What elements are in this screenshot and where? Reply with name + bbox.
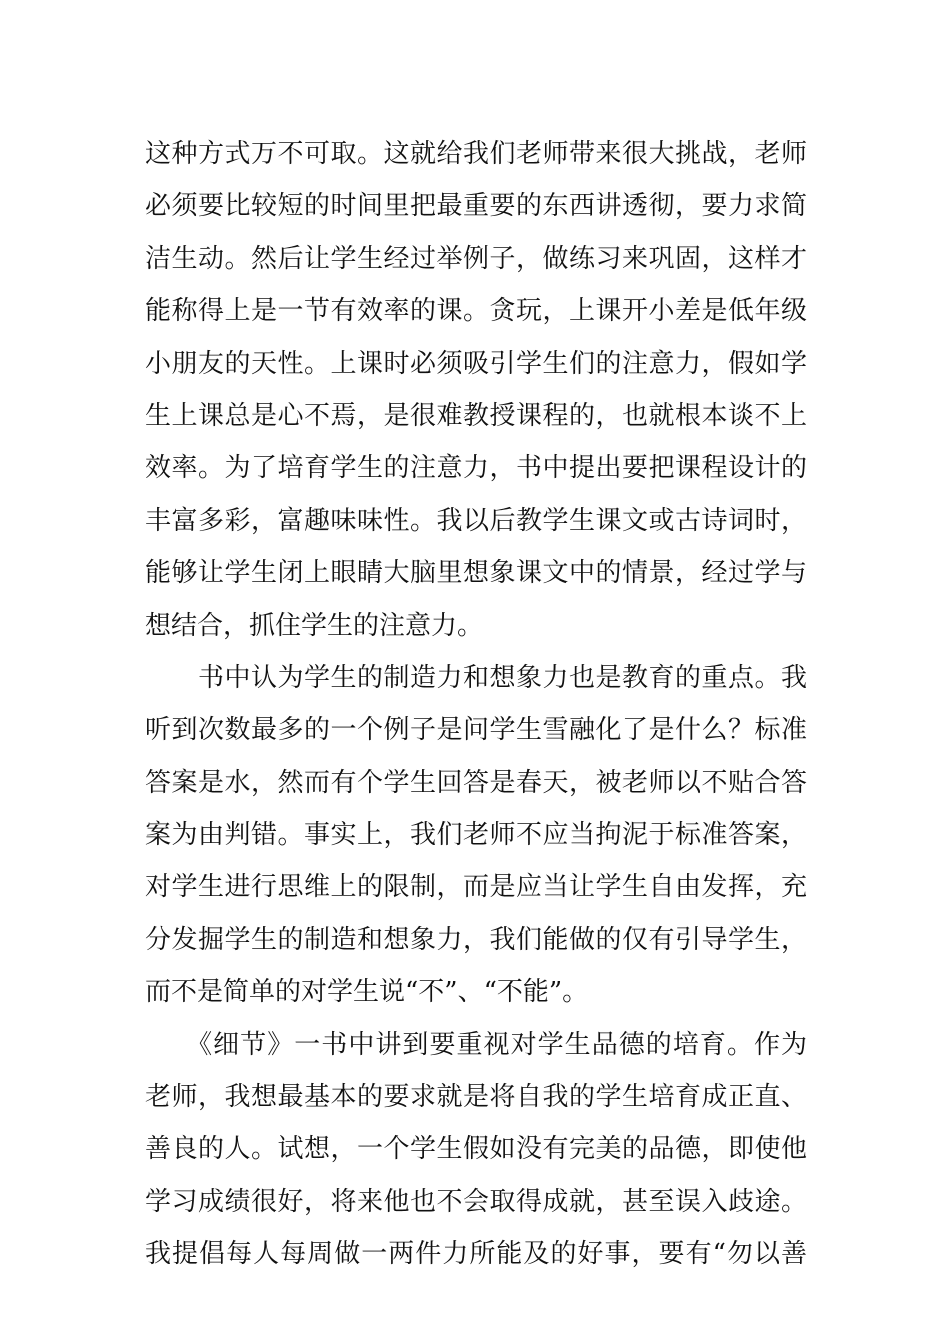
text-line: 学习成绩很好，将来他也不会取得成就，甚至误入歧途。: [145, 1186, 807, 1217]
text-line: 书中认为学生的制造力和想象力也是教育的重点。我: [145, 662, 807, 693]
text-line: 洁生动。然后让学生经过举例子，做练习来巩固，这样才: [145, 243, 807, 274]
text-line: 这种方式万不可取。这就给我们老师带来很大挑战，老师: [145, 139, 807, 169]
text-line: 丰富多彩，富趣味味性。我以后教学生课文或古诗词时，: [145, 505, 807, 536]
text-line: 我提倡每人每周做一两件力所能及的好事，要有“勿以善: [145, 1239, 807, 1270]
text-line: 必须要比较短的时间里把最重要的东西讲透彻，要力求简: [145, 191, 807, 222]
text-line: 案为由判错。事实上，我们老师不应当拘泥于标准答案，: [145, 820, 807, 851]
text-line: 想结合，抓住学生的注意力。: [145, 610, 484, 641]
text-line: 对学生进行思维上的限制，而是应当让学生自由发挥，充: [145, 872, 807, 903]
text-line: 善良的人。试想，一个学生假如没有完美的品德，即使他: [145, 1134, 807, 1165]
text-line: 而不是简单的对学生说“不”、“不能”。: [145, 977, 589, 1008]
text-line: 分发掘学生的制造和想象力，我们能做的仅有引导学生，: [145, 924, 807, 955]
text-line: 能称得上是一节有效率的课。贪玩，上课开小差是低年级: [145, 296, 807, 327]
text-line: 小朋友的天性。上课时必须吸引学生们的注意力，假如学: [145, 348, 807, 379]
text-line: 效率。为了培育学生的注意力，书中提出要把课程设计的: [145, 453, 807, 484]
text-line: 能够让学生闭上眼睛大脑里想象课文中的情景，经过学与: [145, 558, 807, 589]
text-line: 答案是水，然而有个学生回答是春天，被老师以不贴合答: [145, 767, 807, 798]
document-body: [145, 128, 807, 1281]
text-line: 生上课总是心不焉，是很难教授课程的，也就根本谈不上: [145, 400, 807, 431]
text-line: 听到次数最多的一个例子是问学生雪融化了是什么？标准: [145, 715, 807, 746]
text-line: 老师，我想最基本的要求就是将自我的学生培育成正直、: [145, 1082, 807, 1113]
text-line: 《细节》一书中讲到要重视对学生品德的培育。作为: [145, 1029, 807, 1060]
